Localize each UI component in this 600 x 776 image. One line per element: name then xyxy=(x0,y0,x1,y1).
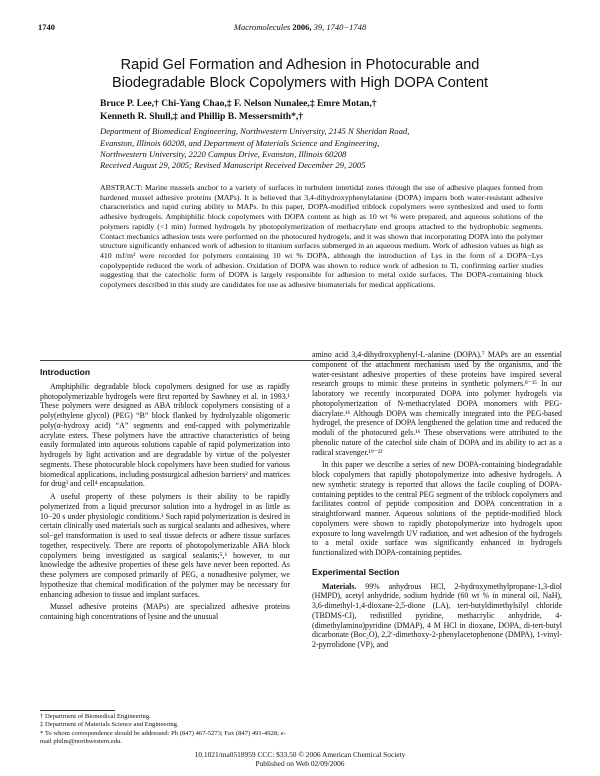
footnote: * To whom correspondence should be addressed: Ph (847) 467-5273; Fax (847) 491-4928; e-mail philm@northwestern.edu. xyxy=(40,729,286,745)
right-column xyxy=(312,350,562,650)
affiliation-line: Department of Biomedical Engineering, Northwestern University, 2145 N Sheridan Road, xyxy=(100,126,410,136)
doi-copyright: 10.1021/ma051895​9 CCC: $33.50 © 2006 American Chemical Society xyxy=(194,750,406,759)
footnote: † Department of Biomedical Engineering. xyxy=(40,713,151,720)
left-column xyxy=(40,368,290,622)
paragraph: amino acid 3,4-dihydroxyphenyl-L-alanine (DOPA).⁷ MAPs are an essential component of the attachment mechanism used by the organisms, and the water-resistant adhesive properties of these proteins have inspired several research groups to mimic these proteins in synthetic polymers.⁸⁻¹⁵ In our laboratory we recently incorporated DOPA into polymer hydrogels via photopolymerization of N-methacrylated DOPA monomers with PEG-diacrylate.¹⁶ Although DOPA was chemically integrated into the PEG-based hydrogel, the presence of DOPA lengthened the gelation time and reduced the moduli of the photocured gels.¹⁶ These observations were attributed to the phenolic nature of the catechol side chain of DOPA and its ability to act as a radical scavenger.¹⁹⁻²² xyxy=(312,350,562,457)
abstract: ABSTRACT: Marine mussels anchor to a variety of surfaces in turbulent intertidal zones through the use of adhesive plaques formed from hardened mussel adhesive proteins (MAPs). It is believed that 3,4-dihydroxyphenylalanine (DOPA) imparts both water-resistant adhesive characteristics and rapid curing ability to MAPs. In this paper, DOPA-modified triblock copolymers were synthesized and used to form adhesive hydrogels. Amphiphilic block copolymers with DOPA content as high as 10 wt % were prepared, and aqueous solutions of the polymers rapidly (<1 min) formed hydrogels by photopolymerization of methacrylate end groups attached to the hydrophobic segments. Contact mechanics adhesion tests were performed on the photocured hydrogels, and it was shown that incorporating DOPA into the polymer structure significantly enhanced work of adhesion to titanium surfaces submerged in an aqueous medium. Work of adhesion values as high as 410 mJ/m² were recorded for polymers containing 10 wt % DOPA, although the introduction of Lys in the form of a DOPA−Lys copolypeptide reduced the work of adhesion. Oxidation of DOPA was shown to reduce work of adhesion to Ti, confirming earlier studies suggesting that the catecholic form of DOPA is largely responsible for adhesion to metal oxide surfaces. The DOPA-containing block copolymers described in this study are candidates for use as adhesive biomaterials for medical applications. xyxy=(100,183,543,290)
journal-name: Macromolecules xyxy=(233,22,291,32)
paragraph-materials xyxy=(312,582,562,650)
journal-citation xyxy=(38,22,562,32)
title-line: Biodegradable Block Copolymers with High DOPA Content xyxy=(111,75,489,91)
affiliations xyxy=(100,126,540,161)
page-number: 1740 xyxy=(38,22,55,32)
section-heading-introduction: Introduction xyxy=(40,367,91,377)
affiliation-line: Evanston, Illinois 60208, and Department of Materials Science and Engineering, xyxy=(100,137,380,148)
journal-year: 2006, xyxy=(292,22,312,32)
page-footer xyxy=(0,750,600,768)
author-line: Bruce P. Lee,† Chi-Yang Chao,‡ F. Nelson Nunalee,‡ Emre Motan,† xyxy=(100,98,377,109)
author-line: Kenneth R. Shull,‡ and Phillip B. Messersmith*,† xyxy=(100,111,304,122)
title-line: Rapid Gel Formation and Adhesion in Photocurable and xyxy=(120,57,480,73)
footnote: ‡ Department of Materials Science and Engineering. xyxy=(40,721,179,729)
author-list xyxy=(100,97,540,123)
journal-pages: 1740−1748 xyxy=(326,22,367,32)
footnotes xyxy=(40,713,290,746)
paragraph: Mussel adhesive proteins (MAPs) are specialized adhesive proteins containing high concentrations of lysine and the unusual xyxy=(40,602,290,621)
article-title xyxy=(60,56,540,92)
received-dates: Received August 29, 2005; Revised Manuscript Received December 29, 2005 xyxy=(100,160,366,170)
affiliation-line: Northwestern University, 2220 Campus Drive, Evanston, Illinois 60208 xyxy=(100,149,347,159)
publication-date: Published on Web 02/09/2006 xyxy=(255,759,345,768)
run-in-heading: Materials. xyxy=(322,581,357,591)
footnote-divider xyxy=(40,710,115,711)
paragraph: In this paper we describe a series of new DOPA-containing biodegradable block copolymers that rapidly photopolymerize into adhesive hydrogels. A new synthetic strategy is reported that allows the facile coupling of DOPA-containing peptides to the central PEG segment of the triblock copolymers and facilitates control of peptide composition and DOPA concentration in a straightforward manner. Aqueous solutions of the peptide-modified block copolymers were shown to rapidly photopolymerize into hydrogels upon exposure to long wavelength UV radiation, and wet adhesion of the hydrogels to a metal oxide surface was significantly enhanced in hydrogels functionalized with DOPA-containing peptides. xyxy=(312,460,562,557)
running-header xyxy=(38,22,562,36)
paragraph-text: 99% anhydrous HCl, 2-hydroxymethylpropane-1,3-diol (HMPD), acetyl anhydride, sodium hydride (60 wt % in mineral oil, NaH), 3,6-dimethyl-1,4-dioxane-2,5-dione (LA), tert-butyldimethylsilyl chloride (TBDMS-Cl), redistilled pyridine, methacrylic anhydride, 4-(dimethylamino)pyridine (DMAP), 4 M HCl in dioxane, DOPA, di-tert-butyl dicarbonate (Boc₂O), 2,2′-dimethoxy-2-phenylacetophenone (DMPA), 1-vinyl-2-pyrrolidone (VP), and xyxy=(312,581,562,649)
section-heading-experimental: Experimental Section xyxy=(312,566,400,577)
paragraph: Amphiphilic degradable block copolymers designed for use as rapidly photopolymerizable hydrogels were first reported by Sawhney et al. in 1993.¹ These polymers were designed as ABA triblock copolymers consisting of a poly(ethylene glycol) (PEG) “B” block flanked by hydrolyzable oligomeric poly(α-hydroxy acid) “A” segments and end-capped with polymerizable acrylate esters. These polymers have the attractive characteristics of being easily formulated into aqueous solutions capable of rapid polymerization into hydrogels by light activation and are degradable by virtue of the polyester segments. These photocurable block copolymers have been studied for various biomedical applications, including postsurgical adhesion barriers² and matrices for drug³ and cell⁴ encapsulation. xyxy=(40,381,290,489)
journal-volume: 39, xyxy=(313,22,325,32)
paragraph: A useful property of these polymers is their ability to be rapidly polymerized from a liquid precursor solution into a hydrogel in as little as 10−20 s under physiologic conditions.¹ Such rapid polymerization is desired in certain clinically used materials such as surgical sealants and adhesives, where sol−gel transformation is used to seal tissue defects or adhere tissue surfaces together, respectively. There are reports of photopolymerizable ABA block copolymers being investigated as surgical sealants;⁵,⁶ however, to our knowledge the adhesive properties of these gels have never been reported. As these polymers are composed primarily of PEG, a nonadhesive polymer, we hypothesize that chemical modification of the polymer may be necessary for enhancing adhesion to tissue and implant surfaces. xyxy=(40,492,290,599)
